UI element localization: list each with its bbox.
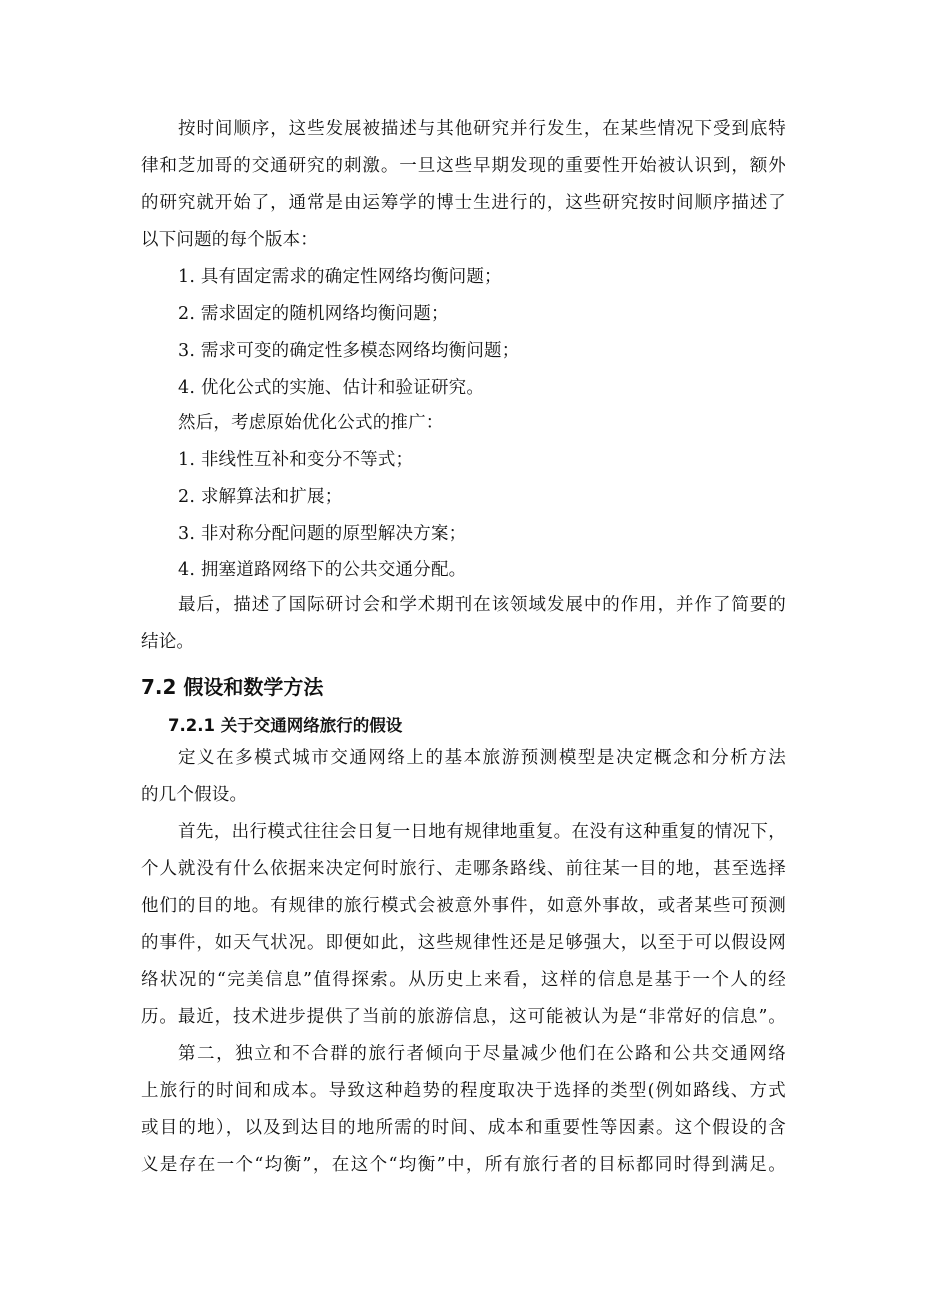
text-line: 然后，考虑原始优化公式的推广： [178,413,444,433]
text-line: 首先，出行模式往往会日复一日地有规律地重复。在没有这种重复的情况下， [178,822,786,842]
list-item: 2. 求解算法和扩展； [178,487,343,507]
text-line: 按时间顺序，这些发展被描述与其他研究并行发生，在某些情况下受到底特 [178,119,786,139]
text-line: 以下问题的每个版本： [141,230,318,250]
list-item: 2. 需求固定的随机网络均衡问题； [178,304,449,324]
text-line: 历。最近，技术进步提供了当前的旅游信息，这可能被认为是“非常好的信息”。 [141,1007,786,1027]
list-item: 1. 非线性互补和变分不等式； [178,450,414,470]
text-line: 第二，独立和不合群的旅行者倾向于尽量减少他们在公路和公共交通网络 [178,1044,786,1064]
text-line: 上旅行的时间和成本。导致这种趋势的程度取决于选择的类型(例如路线、方式 [141,1081,786,1101]
section-heading: 7.2 假设和数学方法 [141,675,324,699]
text-line: 的研究就开始了，通常是由运筹学的博士生进行的，这些研究按时间顺序描述了 [141,193,786,213]
text-line: 个人就没有什么依据来决定何时旅行、走哪条路线、前往某一目的地，甚至选择 [141,859,786,879]
list-item: 3. 非对称分配问题的原型解决方案； [178,524,467,544]
list-item: 1. 具有固定需求的确定性网络均衡问题； [178,267,502,287]
text-line: 的事件，如天气状况。即便如此，这些规律性还是足够强大，以至于可以假设网 [141,933,786,953]
text-line: 结论。 [141,632,195,652]
text-line: 定义在多模式城市交通网络上的基本旅游预测模型是决定概念和分析方法 [178,748,786,768]
text-line: 义是存在一个“均衡”，在这个“均衡”中，所有旅行者的目标都同时得到满足。 [141,1155,786,1175]
subsection-heading: 7.2.1 关于交通网络旅行的假设 [168,716,403,735]
text-line: 络状况的“完美信息”值得探索。从历史上来看，这样的信息是基于一个人的经 [141,970,786,990]
list-item: 4. 优化公式的实施、估计和验证研究。 [178,378,485,398]
text-line: 的几个假设。 [141,785,248,805]
text-line: 他们的目的地。有规律的旅行模式会被意外事件，如意外事故，或者某些可预测 [141,896,786,916]
text-line: 或目的地），以及到达目的地所需的时间、成本和重要性等因素。这个假设的含 [141,1118,786,1138]
text-line: 律和芝加哥的交通研究的刺激。一旦这些早期发现的重要性开始被认识到，额外 [141,156,786,176]
list-item: 3. 需求可变的确定性多模态网络均衡问题； [178,341,520,361]
text-line: 最后，描述了国际研讨会和学术期刊在该领域发展中的作用，并作了简要的 [178,595,786,615]
list-item: 4. 拥塞道路网络下的公共交通分配。 [178,560,467,580]
